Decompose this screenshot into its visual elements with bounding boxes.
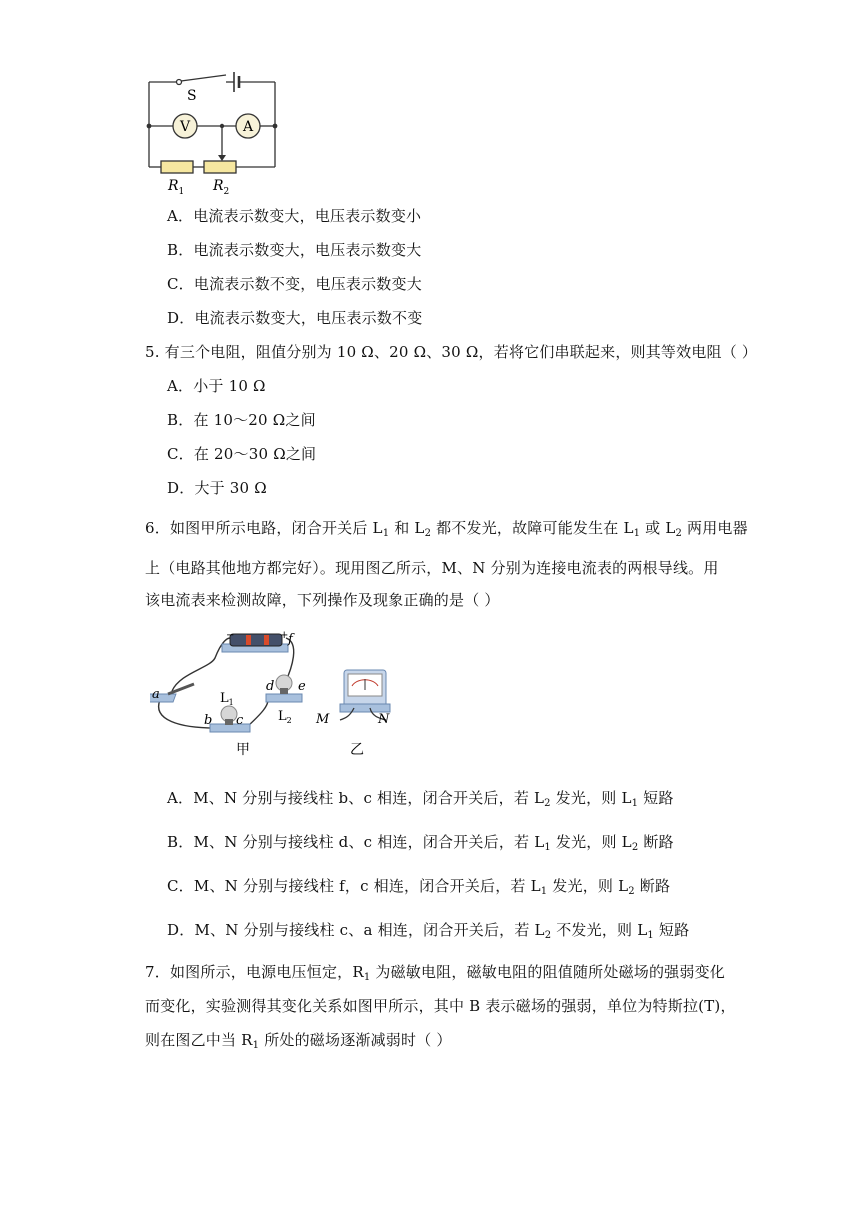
q4-option-b[interactable]: B．电流表示数变大，电压表示数变大 bbox=[167, 241, 422, 259]
label-f: f bbox=[288, 632, 293, 647]
r2-label: R bbox=[213, 178, 224, 194]
q5-option-c[interactable]: C．在 20～30 Ω之间 bbox=[167, 445, 317, 463]
q6-option-b[interactable]: B．M、N 分别与接线柱 d、c 相连，闭合开关后，若 $L_1$ 发光，则 $L_2$ 断路 bbox=[167, 833, 674, 853]
q6-circuit-figure bbox=[150, 628, 400, 760]
label-l2-sub: 2 bbox=[286, 716, 292, 725]
q5-stem: 5. 有三个电阻，阻值分别为 10 Ω、20 Ω、30 Ω，若将它们串联起来，则其等效电阻（ ） bbox=[145, 343, 758, 361]
q6-option-c[interactable]: C．M、N 分别与接线柱 f，c 相连，闭合开关后，若 $L_1$ 发光，则 $L_2$ 断路 bbox=[167, 877, 671, 897]
label-yi: 乙 bbox=[350, 742, 364, 758]
label-jia: 甲 bbox=[236, 742, 250, 758]
svg-text:R2 bbox=[212, 178, 229, 197]
label-c: c bbox=[236, 713, 244, 728]
circuit-diagram bbox=[140, 66, 285, 201]
label-l1-sub: 1 bbox=[228, 698, 234, 707]
svg-text:L1 bbox=[220, 691, 234, 707]
label-b: b bbox=[204, 713, 213, 728]
q6-option-a[interactable]: A．M、N 分别与接线柱 b、c 相连，闭合开关后，若 $L_2$ 发光，则 $L_1$ 短路 bbox=[167, 789, 674, 809]
q7-line-3: 则在图乙中当 $R_1$ 所处的磁场逐渐减弱时（ ） bbox=[145, 1031, 452, 1051]
q5-option-d[interactable]: D．大于 30 Ω bbox=[167, 479, 267, 497]
q6-stem-line-1: 6．如图甲所示电路，闭合开关后 $L_1$ 和 $L_2$ 都不发光，故障可能发生在 $L_1$ 或 $L_2$ 两用电器 bbox=[145, 519, 748, 539]
svg-text:R1 bbox=[167, 178, 184, 197]
label-d: d bbox=[266, 679, 275, 694]
r2-sub: 2 bbox=[223, 187, 230, 197]
q7-line-1: 7．如图所示，电源电压恒定，$R_1$ 为磁敏电阻，磁敏电阻的阻值随所处磁场的强弱变化 bbox=[145, 963, 725, 983]
battery-plus: + bbox=[280, 630, 289, 641]
r1-sub: 1 bbox=[178, 187, 185, 197]
q7-line-2: 而变化，实验测得其变化关系如图甲所示，其中 B 表示磁场的强弱，单位为特斯拉(T)， bbox=[145, 997, 736, 1015]
q6-stem-line-3: 该电流表来检测故障，下列操作及现象正确的是（ ） bbox=[145, 591, 500, 609]
label-l1: L bbox=[220, 691, 229, 706]
battery-minus: − bbox=[226, 630, 235, 641]
switch-label: S bbox=[187, 88, 197, 104]
ammeter-label: A bbox=[242, 119, 254, 135]
q5-option-b[interactable]: B．在 10～20 Ω之间 bbox=[167, 411, 316, 429]
q4-option-c[interactable]: C．电流表示数不变，电压表示数变大 bbox=[167, 275, 422, 293]
label-l2: L bbox=[278, 709, 287, 724]
label-a: a bbox=[152, 687, 160, 702]
q4-option-d[interactable]: D．电流表示数变大，电压表示数不变 bbox=[167, 309, 423, 327]
label-m: M bbox=[316, 712, 330, 727]
svg-text:L2 bbox=[278, 709, 292, 725]
label-e: e bbox=[298, 679, 306, 694]
label-n: N bbox=[378, 712, 390, 727]
r1-label: R bbox=[168, 178, 179, 194]
q5-option-a[interactable]: A．小于 10 Ω bbox=[167, 377, 266, 395]
q4-option-a[interactable]: A．电流表示数变大，电压表示数变小 bbox=[167, 207, 422, 225]
voltmeter-label: V bbox=[179, 119, 191, 135]
q6-stem-line-2: 上（电路其他地方都完好）。现用图乙所示，M、N 分别为连接电流表的两根导线。用 bbox=[145, 559, 719, 577]
q6-option-d[interactable]: D．M、N 分别与接线柱 c、a 相连，闭合开关后，若 $L_2$ 不发光，则 $L_1$ 短路 bbox=[167, 921, 690, 941]
